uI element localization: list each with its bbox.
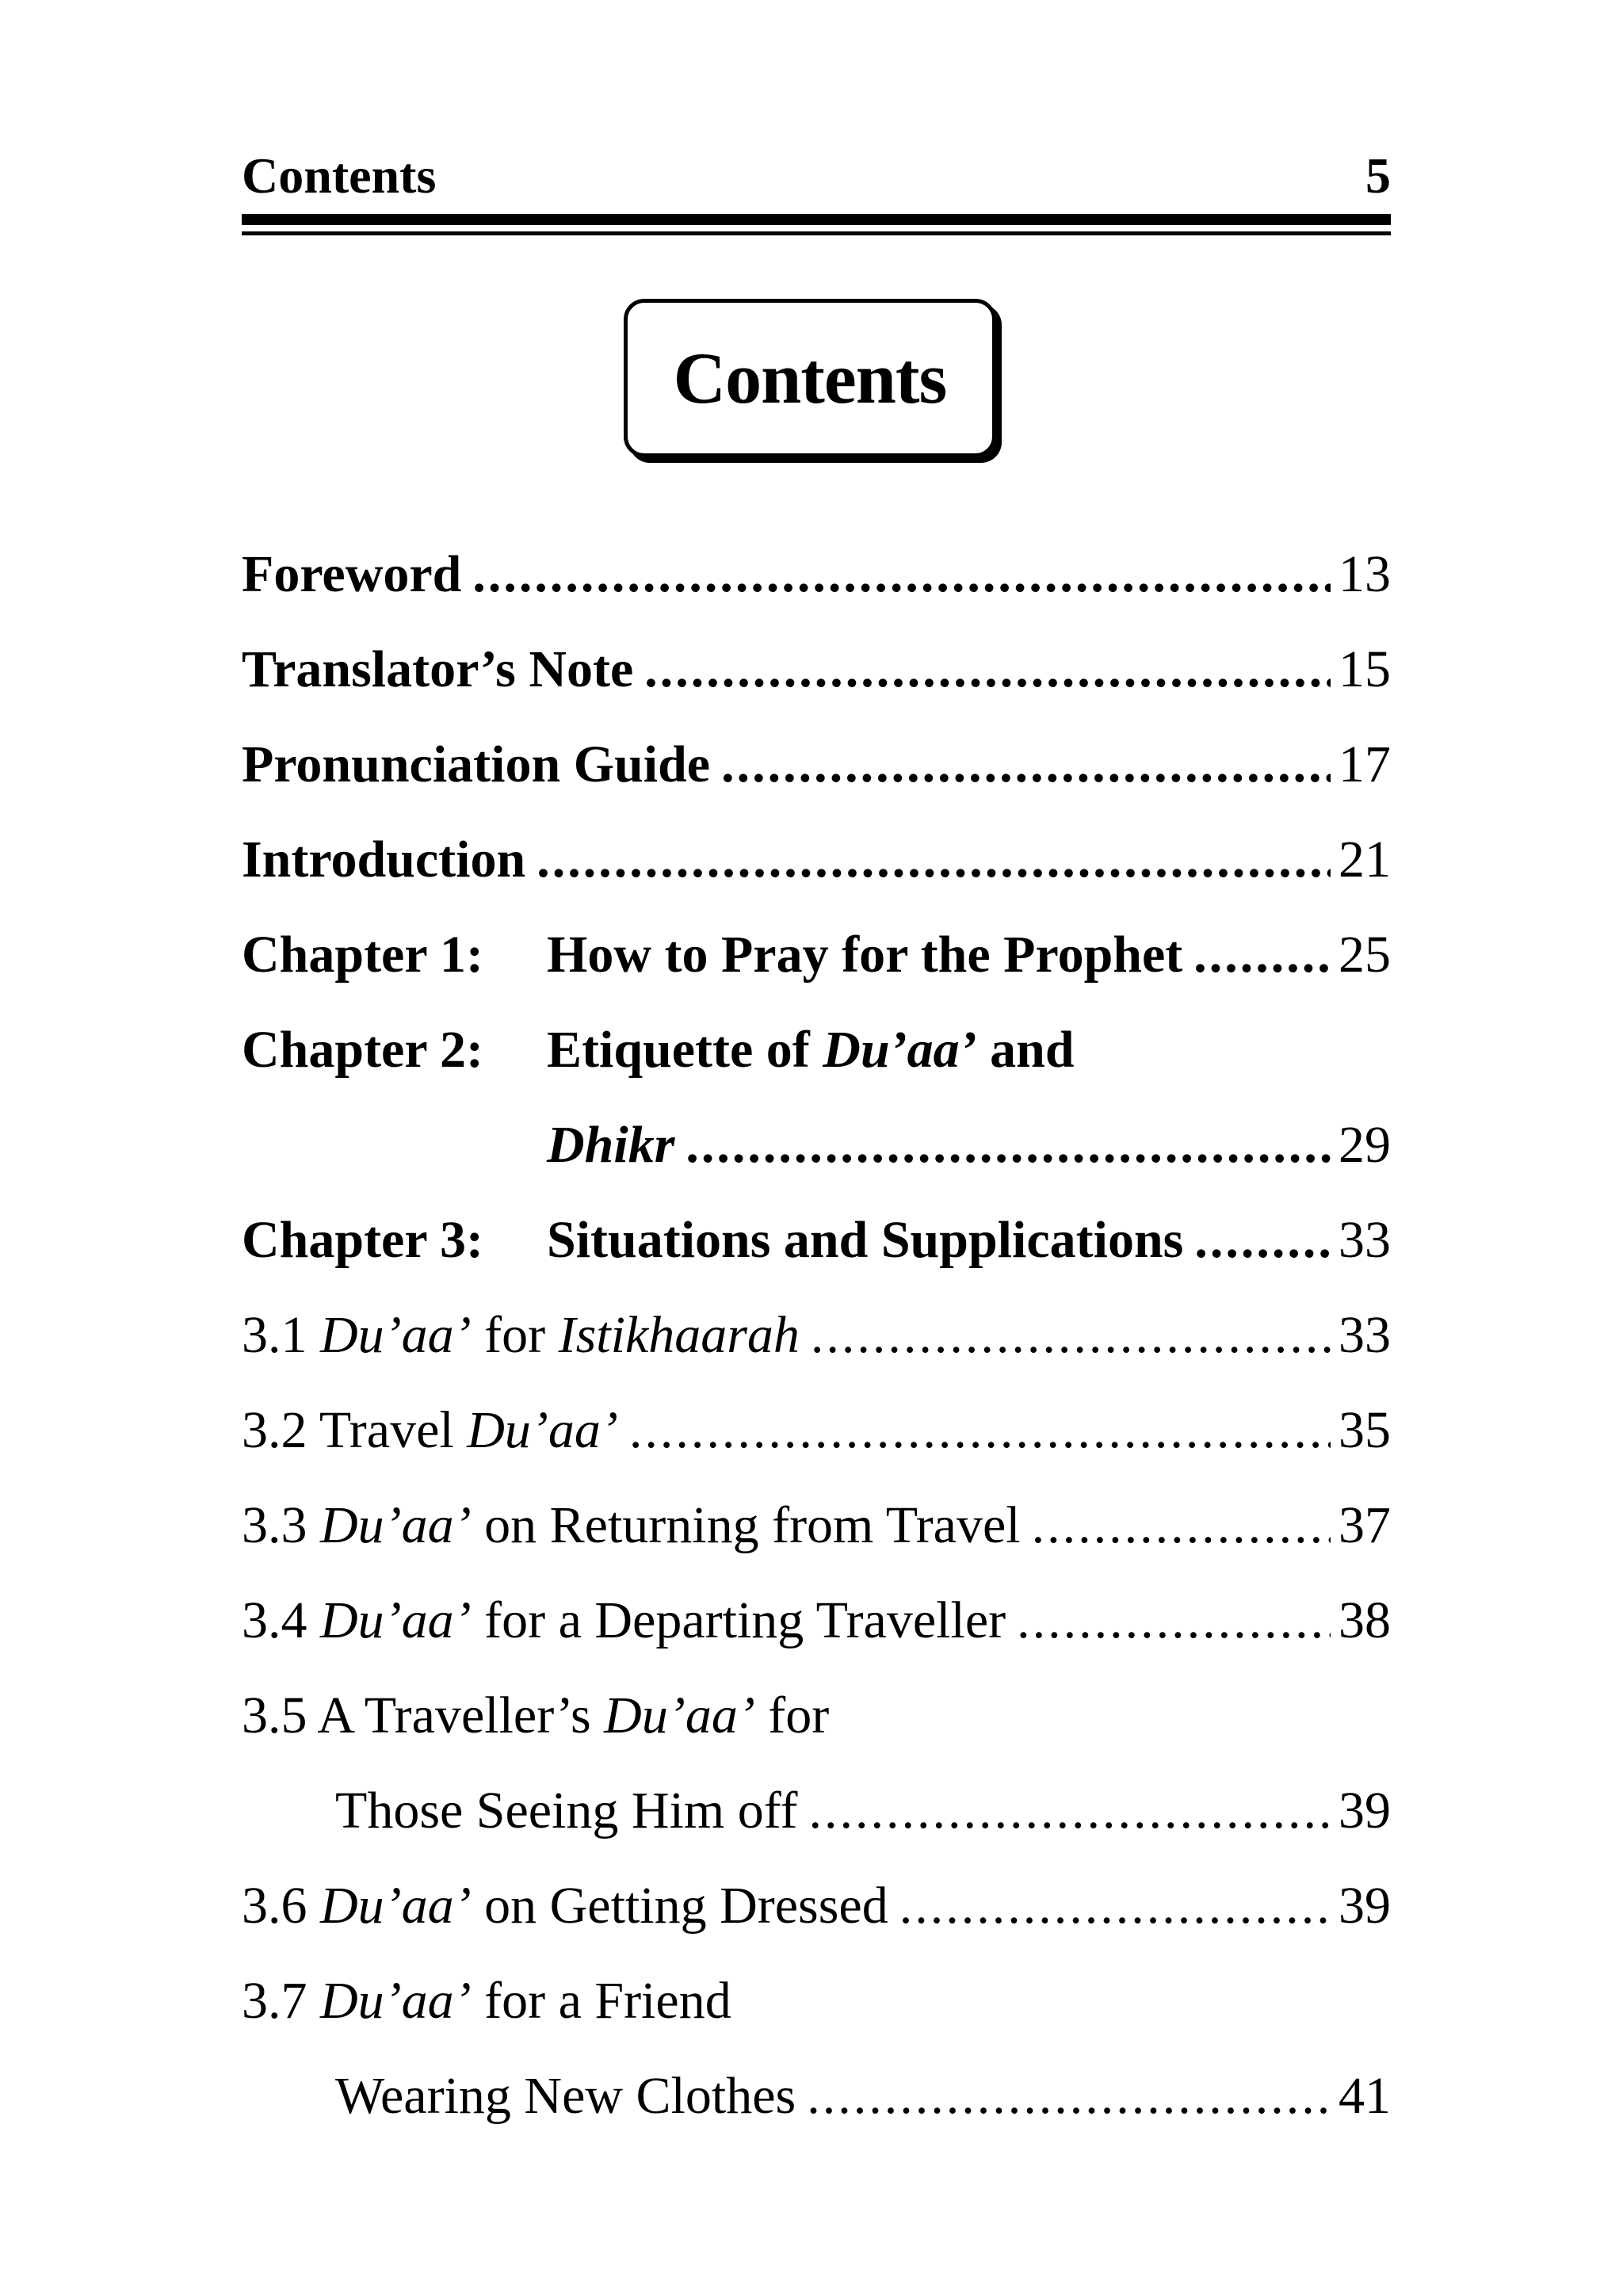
toc-page: 41	[1338, 2067, 1391, 2125]
section-number: 3.1	[242, 1306, 320, 1364]
section-italic: Istikhaarah	[558, 1306, 800, 1364]
toc-entry-3-2[interactable]	[242, 1395, 1391, 1466]
leader-dots	[629, 1395, 1331, 1466]
leader-dots	[1017, 1585, 1331, 1656]
toc-entry-3-7-line2[interactable]	[242, 2061, 1391, 2132]
toc-entry-3-6[interactable]	[242, 1870, 1391, 1942]
header-rule-thick	[242, 214, 1391, 225]
toc-page: 33	[1338, 1306, 1391, 1364]
chapter-title: How to Pray for the Prophet	[547, 926, 1183, 984]
leader-dots	[721, 729, 1331, 800]
page-title: Contents	[673, 338, 947, 418]
section-text: on Getting Dressed	[471, 1877, 888, 1935]
section-italic: Du’aa’	[320, 1877, 472, 1935]
section-text: for a Friend	[471, 1972, 731, 2030]
section-text: for a Departing Traveller	[471, 1591, 1006, 1649]
leader-dots	[899, 1870, 1331, 1942]
section-text: on Returning from Travel	[471, 1496, 1021, 1554]
toc-entry-translators-note[interactable]	[242, 634, 1391, 705]
toc-page: 29	[1338, 1116, 1391, 1174]
toc-entry-chapter-2-line1[interactable]	[242, 1014, 1391, 1086]
toc-page: 33	[1338, 1211, 1391, 1269]
section-number: 3.5	[242, 1687, 318, 1744]
toc-entry-foreword[interactable]	[242, 539, 1391, 610]
toc-page: 25	[1338, 926, 1391, 984]
toc-entry-chapter-1[interactable]	[242, 919, 1391, 991]
chapter-number: Chapter 1:	[242, 926, 483, 984]
chapter-title-part: and	[976, 1021, 1075, 1079]
toc-entry-3-3[interactable]	[242, 1490, 1391, 1561]
section-number: 3.3	[242, 1496, 320, 1554]
toc-entry-3-4[interactable]	[242, 1585, 1391, 1656]
section-italic: Du’aa’	[320, 1496, 472, 1554]
leader-dots	[1194, 1205, 1331, 1276]
toc-page: 38	[1338, 1591, 1391, 1649]
toc-label: Foreword	[242, 545, 462, 603]
toc-page: 21	[1338, 831, 1391, 888]
section-text: Wearing New Clothes	[335, 2067, 796, 2125]
section-text: Travel	[319, 1401, 468, 1459]
toc-page: 39	[1338, 1782, 1391, 1839]
toc-page: 39	[1338, 1877, 1391, 1935]
section-text: A Traveller’s	[317, 1687, 605, 1744]
toc-page: 35	[1338, 1401, 1391, 1459]
toc-entry-3-5-line2[interactable]	[242, 1775, 1391, 1847]
toc-entry-chapter-3[interactable]	[242, 1205, 1391, 1276]
section-number: 3.2	[242, 1401, 319, 1459]
toc-label: Translator’s Note	[242, 640, 634, 698]
chapter-title-italic: Dhikr	[547, 1116, 675, 1174]
section-italic: Du’aa’	[320, 1972, 472, 2030]
toc-page: 37	[1338, 1496, 1391, 1554]
toc-label: Introduction	[242, 831, 526, 888]
section-number: 3.4	[242, 1591, 320, 1649]
section-number: 3.6	[242, 1877, 320, 1935]
running-title: Contents	[242, 147, 437, 204]
section-italic: Du’aa’	[320, 1591, 472, 1649]
chapter-title-italic: Du’aa’	[823, 1021, 977, 1079]
chapter-title-part: Etiquette of	[547, 1021, 823, 1079]
section-text: Those Seeing Him off	[335, 1782, 798, 1839]
leader-dots	[537, 824, 1331, 896]
toc-entry-pronunciation-guide[interactable]	[242, 729, 1391, 800]
leader-dots	[811, 1300, 1331, 1371]
toc-page: 15	[1338, 640, 1391, 698]
leader-dots	[807, 2061, 1331, 2132]
section-number: 3.7	[242, 1972, 320, 2030]
leader-dots	[1193, 919, 1331, 991]
section-italic: Du’aa’	[320, 1306, 472, 1364]
running-head	[242, 147, 1391, 204]
page-number: 5	[1365, 147, 1391, 204]
chapter-title: Situations and Supplications	[547, 1211, 1184, 1269]
section-italic: Du’aa’	[604, 1687, 755, 1744]
leader-dots	[809, 1775, 1331, 1847]
section-text: for	[754, 1687, 830, 1744]
leader-dots	[644, 634, 1331, 705]
toc-page: 17	[1338, 735, 1391, 793]
contents-title-box	[624, 299, 996, 457]
toc-label: Pronunciation Guide	[242, 735, 711, 793]
toc-entry-3-5-line1[interactable]	[242, 1680, 1391, 1752]
header-rule-thin	[242, 231, 1391, 235]
chapter-number: Chapter 2:	[242, 1021, 483, 1079]
leader-dots	[472, 539, 1331, 610]
toc-entry-3-1[interactable]	[242, 1300, 1391, 1371]
toc-page: 13	[1338, 545, 1391, 603]
toc-entry-chapter-2-line2[interactable]	[242, 1110, 1391, 1181]
leader-dots	[685, 1110, 1331, 1181]
toc-entry-introduction[interactable]	[242, 824, 1391, 896]
section-text: for	[471, 1306, 559, 1364]
section-italic: Du’aa’	[467, 1401, 618, 1459]
toc-entry-3-7-line1[interactable]	[242, 1966, 1391, 2037]
leader-dots	[1032, 1490, 1331, 1561]
chapter-number: Chapter 3:	[242, 1211, 483, 1269]
